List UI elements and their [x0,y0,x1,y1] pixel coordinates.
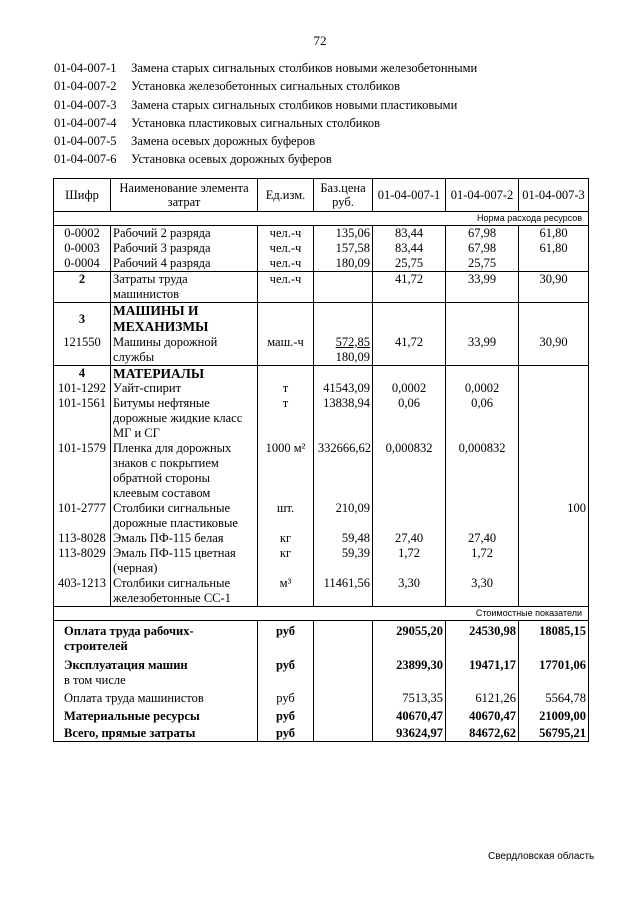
row-col-1 [373,501,446,531]
row-code: 101-2777 [54,501,111,531]
row-col-2: 3,30 [446,576,519,607]
row-col-2: 0,000832 [446,441,519,501]
row-col-3: 61,80 [519,226,589,242]
table-row [54,576,589,607]
row-col-1: 0,06 [373,396,446,441]
summary-col-2: 19471,17 [446,654,519,673]
summary-col-3: 5564,78 [519,688,589,706]
header-name: Наименование элемента затрат [111,179,258,212]
row-price [314,335,373,366]
code-text: Установка пластиковых сигнальных столбиков [131,115,381,130]
row-code: 113-8028 [54,531,111,546]
table-row [54,531,589,546]
header-col-2: 01-04-007-2 [446,179,519,212]
row-name: Затраты труда машинистов [111,272,258,303]
row-col-2: 33,99 [446,335,519,366]
row-price: 180,09 [314,256,373,272]
summary-unit: руб [258,706,314,724]
row-col-1: 83,44 [373,241,446,256]
summary-col-3: 21009,00 [519,706,589,724]
row-col-3 [519,256,589,272]
section-row [54,303,589,336]
row-name: Рабочий 2 разряда [111,226,258,242]
row-unit: маш.-ч [258,335,314,366]
row-col-2: 0,06 [446,396,519,441]
header-col-3: 01-04-007-3 [519,179,589,212]
summary-name: Эксплуатация машин [54,654,258,673]
row-col-1: 41,72 [373,335,446,366]
row-name: Эмаль ПФ-115 белая [111,531,258,546]
summary-col-2: 84672,62 [446,724,519,742]
summary-col-1: 7513,35 [373,688,446,706]
section-title: МАТЕРИАЛЫ [111,366,258,382]
section-title: МАШИНЫ И МЕХАНИЗМЫ [111,303,258,336]
row-col-2: 25,75 [446,256,519,272]
code-list-item [54,114,477,132]
table-row [54,546,589,576]
header-col-1: 01-04-007-1 [373,179,446,212]
row-col-2: 0,0002 [446,381,519,396]
summary-col-1: 40670,47 [373,706,446,724]
row-code: 0-0002 [54,226,111,242]
row-col-2: 33,99 [446,272,519,303]
row-col-3: 100 [519,501,589,531]
summary-row [54,654,589,673]
row-col-1: 1,72 [373,546,446,576]
code-list-item [54,59,477,77]
code-list-item [54,96,477,114]
row-name: Столбики сигнальные дорожные пластиковые [111,501,258,531]
norm-label: Норма расхода ресурсов [54,212,589,226]
row-code: 0-0003 [54,241,111,256]
row-col-2: 1,72 [446,546,519,576]
row-col-1: 3,30 [373,576,446,607]
resource-table [53,178,589,742]
summary-name: Оплата труда рабочих-строителей [54,621,258,655]
row-col-2 [446,501,519,531]
summary-unit: руб [258,654,314,673]
price-bottom: 180,09 [335,350,370,364]
summary-name: Оплата труда машинистов [54,688,258,706]
row-price: 13838,94 [314,396,373,441]
row-name: Уайт-спирит [111,381,258,396]
code-text: Установка железобетонных сигнальных столбиков [131,79,401,94]
row-unit: чел.-ч [258,272,314,303]
row-col-3 [519,396,589,441]
cost-label-row [54,607,589,621]
header-code: Шифр [54,179,111,212]
summary-row [54,673,589,688]
row-price: 135,06 [314,226,373,242]
summary-col-1: 29055,20 [373,621,446,655]
row-code: 101-1579 [54,441,111,501]
summary-col-3: 56795,21 [519,724,589,742]
code-text: Замена осевых дорожных буферов [131,134,316,149]
table-row [54,501,589,531]
code-id: 01-04-007-5 [54,134,117,149]
summary-row [54,688,589,706]
row-unit: т [258,381,314,396]
code-list-item [54,150,477,168]
code-list-item [54,132,477,150]
row-price: 59,39 [314,546,373,576]
row-name: Рабочий 4 разряда [111,256,258,272]
summary-name: в том числе [54,673,258,688]
code-id: 01-04-007-6 [54,152,117,167]
row-col-3 [519,531,589,546]
cost-label: Стоимостные показатели [54,607,589,621]
table-row [54,381,589,396]
summary-col-1: 93624,97 [373,724,446,742]
section-row [54,366,589,382]
summary-col-3: 17701,06 [519,654,589,673]
row-col-3: 30,90 [519,335,589,366]
header-price: Баз.цена руб. [314,179,373,212]
price-top: 572,85 [335,335,370,349]
row-code: 101-1561 [54,396,111,441]
row-code: 0-0004 [54,256,111,272]
row-col-1: 83,44 [373,226,446,242]
code-id: 01-04-007-2 [54,79,117,94]
row-col-3: 61,80 [519,241,589,256]
row-price: 59,48 [314,531,373,546]
summary-col-3: 18085,15 [519,621,589,655]
summary-row [54,706,589,724]
code-text: Замена старых сигнальных столбиков новыми пластиковыми [131,97,458,112]
row-name: Битумы нефтяные дорожные жидкие класс МГ и СГ [111,396,258,441]
row-name: Рабочий 3 разряда [111,241,258,256]
table-header-row [54,179,589,212]
code-list [54,59,477,169]
summary-row [54,621,589,655]
table-row [54,272,589,303]
row-price [314,272,373,303]
row-code: 121550 [54,335,111,366]
row-name: Эмаль ПФ-115 цветная (черная) [111,546,258,576]
page-number: 72 [313,33,327,48]
summary-unit: руб [258,688,314,706]
summary-name: Материальные ресурсы [54,706,258,724]
row-col-3 [519,546,589,576]
row-unit: т [258,396,314,441]
row-col-1: 27,40 [373,531,446,546]
row-col-1: 0,000832 [373,441,446,501]
row-col-1: 0,0002 [373,381,446,396]
row-code: 2 [54,272,111,303]
summary-col-2: 6121,26 [446,688,519,706]
section-code: 3 [54,303,111,336]
section-code: 4 [54,366,111,382]
row-unit: чел.-ч [258,256,314,272]
code-id: 01-04-007-3 [54,97,117,112]
header-unit: Ед.изм. [258,179,314,212]
row-unit: м³ [258,576,314,607]
row-name: Столбики сигнальные железобетонные СС-1 [111,576,258,607]
row-col-3: 30,90 [519,272,589,303]
table-row [54,396,589,441]
table-row [54,335,589,366]
summary-row [54,724,589,742]
row-col-2: 67,98 [446,241,519,256]
row-code: 113-8029 [54,546,111,576]
row-col-2: 27,40 [446,531,519,546]
summary-col-2: 40670,47 [446,706,519,724]
row-unit: шт. [258,501,314,531]
row-col-1: 41,72 [373,272,446,303]
summary-col-2: 24530,98 [446,621,519,655]
summary-name: Всего, прямые затраты [54,724,258,742]
row-col-1: 25,75 [373,256,446,272]
code-text: Замена старых сигнальных столбиков новыми железобетонными [131,61,478,75]
row-col-3 [519,441,589,501]
row-code: 403-1213 [54,576,111,607]
row-price: 332666,62 [314,441,373,501]
summary-unit: руб [258,724,314,742]
row-col-3 [519,576,589,607]
row-unit: чел.-ч [258,241,314,256]
summary-col-1: 23899,30 [373,654,446,673]
row-unit: чел.-ч [258,226,314,242]
row-col-3 [519,381,589,396]
row-price: 157,58 [314,241,373,256]
code-id: 01-04-007-4 [54,115,117,130]
table-row [54,441,589,501]
code-id: 01-04-007-1 [54,61,117,75]
norm-label-row [54,212,589,226]
code-list-item [54,77,477,95]
row-name: Пленка для дорожных знаков с покрытием обратной стороны клеевым составом [111,441,258,501]
row-price: 11461,56 [314,576,373,607]
summary-unit: руб [258,621,314,655]
table-row [54,226,589,242]
footer-region: Свердловская область [488,851,595,862]
row-col-2: 67,98 [446,226,519,242]
row-price: 210,09 [314,501,373,531]
row-unit: 1000 м² [258,441,314,501]
row-unit: кг [258,531,314,546]
row-unit: кг [258,546,314,576]
table-row [54,256,589,272]
row-name: Машины дорожной службы [111,335,258,366]
row-price: 41543,09 [314,381,373,396]
table-row [54,241,589,256]
row-code: 101-1292 [54,381,111,396]
code-text: Установка осевых дорожных буферов [131,152,332,167]
